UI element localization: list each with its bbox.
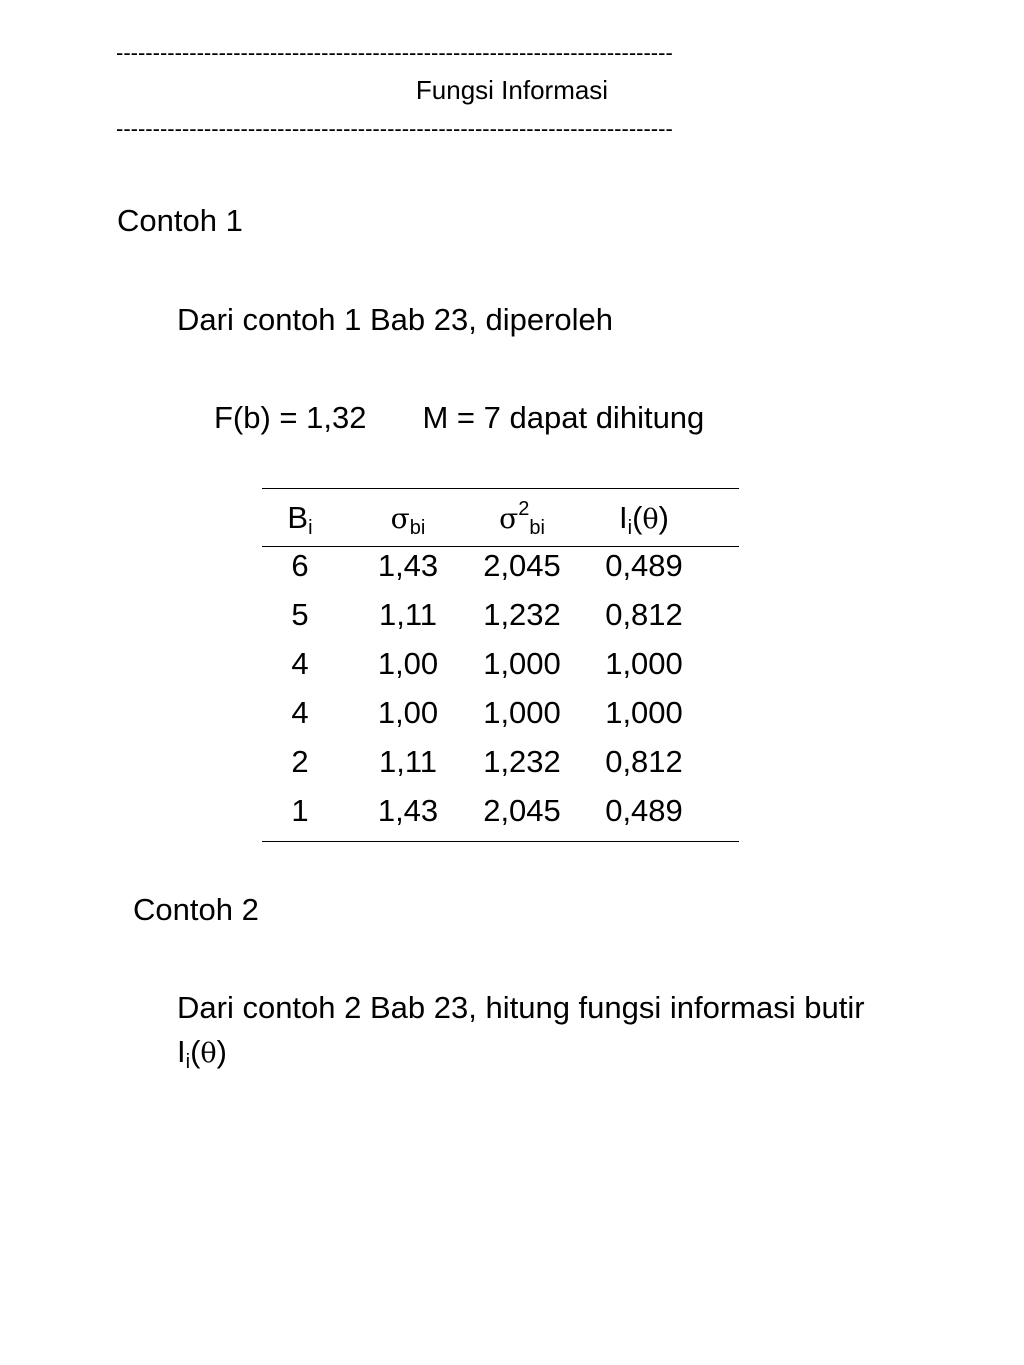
table-cell: 1,000 xyxy=(605,695,683,730)
header-top-dashes: ---------------------------------------------------------------------------- xyxy=(116,40,673,65)
table-cell: 1,43 xyxy=(377,548,439,583)
table-cell: 1,11 xyxy=(378,744,438,779)
table-bottom-rule xyxy=(262,841,739,842)
example1-heading: Contoh 1 xyxy=(117,203,243,238)
table-top-rule xyxy=(262,488,739,489)
page-title: Fungsi Informasi xyxy=(415,75,609,105)
table-cell: 0,489 xyxy=(605,793,683,828)
table-cell: 0,812 xyxy=(605,597,683,632)
table-cell: 2,045 xyxy=(483,548,561,583)
table-header-rule xyxy=(262,546,739,547)
table-cell: 4 xyxy=(291,695,309,730)
formula-fb: F(b) = 1,32 xyxy=(214,400,367,435)
table-cell: 2 xyxy=(291,744,309,779)
header-bottom-dashes: ---------------------------------------------------------------------------- xyxy=(116,116,673,141)
table-cell: 1,232 xyxy=(483,744,561,779)
table-cell: 1,232 xyxy=(483,597,561,632)
table-cell: 0,489 xyxy=(605,548,683,583)
table-cell: 0,812 xyxy=(605,744,683,779)
table-cell: 1 xyxy=(291,793,309,828)
formula-m: M = 7 dapat dihitung xyxy=(422,400,705,435)
example1-formula xyxy=(214,400,704,436)
header-b: $B_i$ xyxy=(287,500,313,539)
header-sigma-squared: $\sigma^2_{bi}$ xyxy=(499,498,545,539)
table-cell: 1,000 xyxy=(483,646,561,681)
table-cell: 4 xyxy=(291,646,309,681)
header-information: $I_i(\theta)$ xyxy=(619,500,669,539)
table-cell: 1,00 xyxy=(377,695,439,730)
table-cell: 1,000 xyxy=(605,646,683,681)
table-cell: 1,11 xyxy=(378,597,438,632)
table-cell: 6 xyxy=(291,548,309,583)
example2-task-line-1: Dari contoh 2 Bab 23, hitung fungsi informasi butir xyxy=(177,990,865,1025)
example2-task-line-2: $I_i(\theta)$ xyxy=(177,1034,227,1073)
table-cell: 1,000 xyxy=(483,695,561,730)
table-cell: 2,045 xyxy=(483,793,561,828)
header-sigma: $\sigma_{bi}$ xyxy=(390,502,426,539)
table-cell: 1,00 xyxy=(377,646,439,681)
table-cell: 5 xyxy=(291,597,309,632)
example1-intro: Dari contoh 1 Bab 23, diperoleh xyxy=(177,302,614,337)
table-cell: 1,43 xyxy=(377,793,439,828)
example2-heading: Contoh 2 xyxy=(133,892,259,927)
